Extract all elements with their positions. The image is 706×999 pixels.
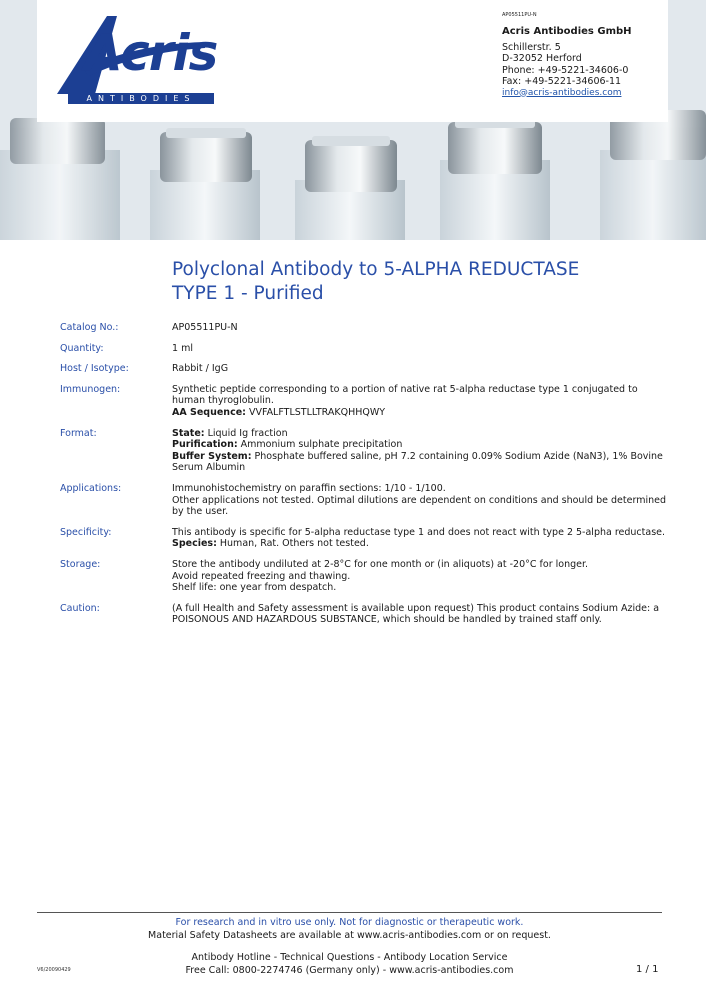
spec-value bbox=[172, 428, 670, 474]
spec-table bbox=[60, 322, 670, 626]
aa-label: AA Sequence: bbox=[172, 406, 246, 418]
email-link[interactable]: info@acris-antibodies.com bbox=[502, 87, 622, 98]
purification-label: Purification: bbox=[172, 439, 238, 451]
spec-label: Applications: bbox=[60, 482, 122, 494]
msds-notice: Material Safety Datasheets are available at www.acris-antibodies.com or on request. bbox=[148, 929, 551, 941]
storage-line-2: Avoid repeated freezing and thawing. bbox=[172, 570, 351, 582]
immunogen-text: Synthetic peptide corresponding to a portion of native rat 5-alpha reductase type 1 conjugated to human thyroglobulin. bbox=[172, 383, 638, 407]
spec-row-specificity bbox=[60, 527, 670, 550]
format-state bbox=[172, 428, 670, 440]
logo-subtext: ANTIBODIES bbox=[68, 93, 214, 104]
spec-label: Storage: bbox=[60, 558, 101, 570]
spec-row-catalog bbox=[60, 322, 670, 334]
spec-value bbox=[172, 483, 670, 518]
spec-row-applications bbox=[60, 483, 670, 518]
logo-wordmark: Acris bbox=[84, 24, 218, 82]
spec-value: 1 ml bbox=[172, 342, 193, 354]
storage-line-1: Store the antibody undiluted at 2-8°C for one month or (in aliquots) at -20°C for longer. bbox=[172, 558, 589, 570]
spec-row-quantity bbox=[60, 343, 670, 355]
state-value: Liquid Ig fraction bbox=[204, 427, 288, 439]
street: Schillerstr. 5 bbox=[502, 41, 561, 53]
specificity-text: This antibody is specific for 5-alpha reductase type 1 and does not react with type 2 5-alpha reductase. bbox=[172, 526, 666, 538]
spec-value: (A full Health and Safety assessment is available upon request) This product contains Sodium Azide: a POISONOUS AND HAZARDOUS SUBSTANCE, which should be handled by trained staff only. bbox=[172, 602, 660, 626]
format-buffer bbox=[172, 451, 670, 474]
storage-line-3: Shelf life: one year from despatch. bbox=[172, 582, 337, 594]
spec-row-host bbox=[60, 363, 670, 375]
freecall-text: Free Call: 0800-2274746 (Germany only) - www.acris-antibodies.com bbox=[185, 965, 514, 976]
format-purification bbox=[172, 439, 670, 451]
purification-value: Ammonium sulphate precipitation bbox=[237, 439, 403, 451]
spec-row-caution bbox=[60, 603, 670, 626]
buffer-value: Phosphate buffered saline, pH 7.2 containing 0.09% Sodium Azide (NaN3), 1% Bovine Serum Albumin bbox=[172, 450, 663, 474]
footer-contact bbox=[37, 951, 662, 977]
species-label: Species: bbox=[172, 538, 217, 550]
footer-notice bbox=[37, 917, 662, 942]
state-label: State: bbox=[172, 427, 205, 439]
spec-row-immunogen bbox=[60, 384, 670, 419]
aa-sequence bbox=[172, 407, 670, 419]
spec-label: Format: bbox=[60, 427, 97, 439]
species bbox=[172, 538, 670, 550]
spec-label: Immunogen: bbox=[60, 383, 121, 395]
spec-value bbox=[172, 559, 670, 594]
doc-code: AP05511PU-N bbox=[502, 12, 537, 18]
footer-divider bbox=[37, 912, 662, 913]
header-banner bbox=[0, 0, 706, 240]
aa-value: VVFALFTLSTLLTRAKQHHQWY bbox=[245, 406, 386, 418]
spec-value bbox=[172, 527, 670, 550]
research-only-notice: For research and in vitro use only. Not for diagnostic or therapeutic work. bbox=[175, 917, 524, 928]
page-number: 1 / 1 bbox=[636, 964, 659, 975]
buffer-label: Buffer System: bbox=[172, 450, 252, 462]
spec-label: Quantity: bbox=[60, 342, 104, 354]
spec-row-storage bbox=[60, 559, 670, 594]
spec-value bbox=[172, 384, 670, 419]
title-line-2: TYPE 1 - Purified bbox=[172, 283, 324, 304]
fax: Fax: +49-5221-34606-11 bbox=[502, 76, 622, 87]
applications-line-2: Other applications not tested. Optimal dilutions are dependent on conditions and should be determined by the user. bbox=[172, 494, 666, 518]
city: D-32052 Herford bbox=[502, 53, 582, 64]
spec-label: Host / Isotype: bbox=[60, 363, 129, 375]
hotline-text: Antibody Hotline - Technical Questions - Antibody Location Service bbox=[191, 952, 508, 963]
company-name: Acris Antibodies GmbH bbox=[502, 26, 632, 37]
phone: Phone: +49-5221-34606-0 bbox=[502, 64, 629, 76]
product-title bbox=[172, 258, 672, 306]
spec-value: AP05511PU-N bbox=[172, 322, 238, 333]
applications-line-1: Immunohistochemistry on paraffin sections: 1/10 - 1/100. bbox=[172, 482, 446, 494]
title-line-1: Polyclonal Antibody to 5-ALPHA REDUCTASE bbox=[172, 259, 580, 280]
spec-label: Caution: bbox=[60, 602, 100, 614]
spec-label: Specificity: bbox=[60, 526, 112, 538]
spec-value: Rabbit / IgG bbox=[172, 363, 229, 375]
spec-label: Catalog No.: bbox=[60, 322, 119, 333]
spec-row-format bbox=[60, 428, 670, 474]
version-code: V6/20090429 bbox=[37, 967, 71, 973]
company-address-block bbox=[502, 12, 662, 99]
species-value: Human, Rat. Others not tested. bbox=[216, 538, 369, 550]
